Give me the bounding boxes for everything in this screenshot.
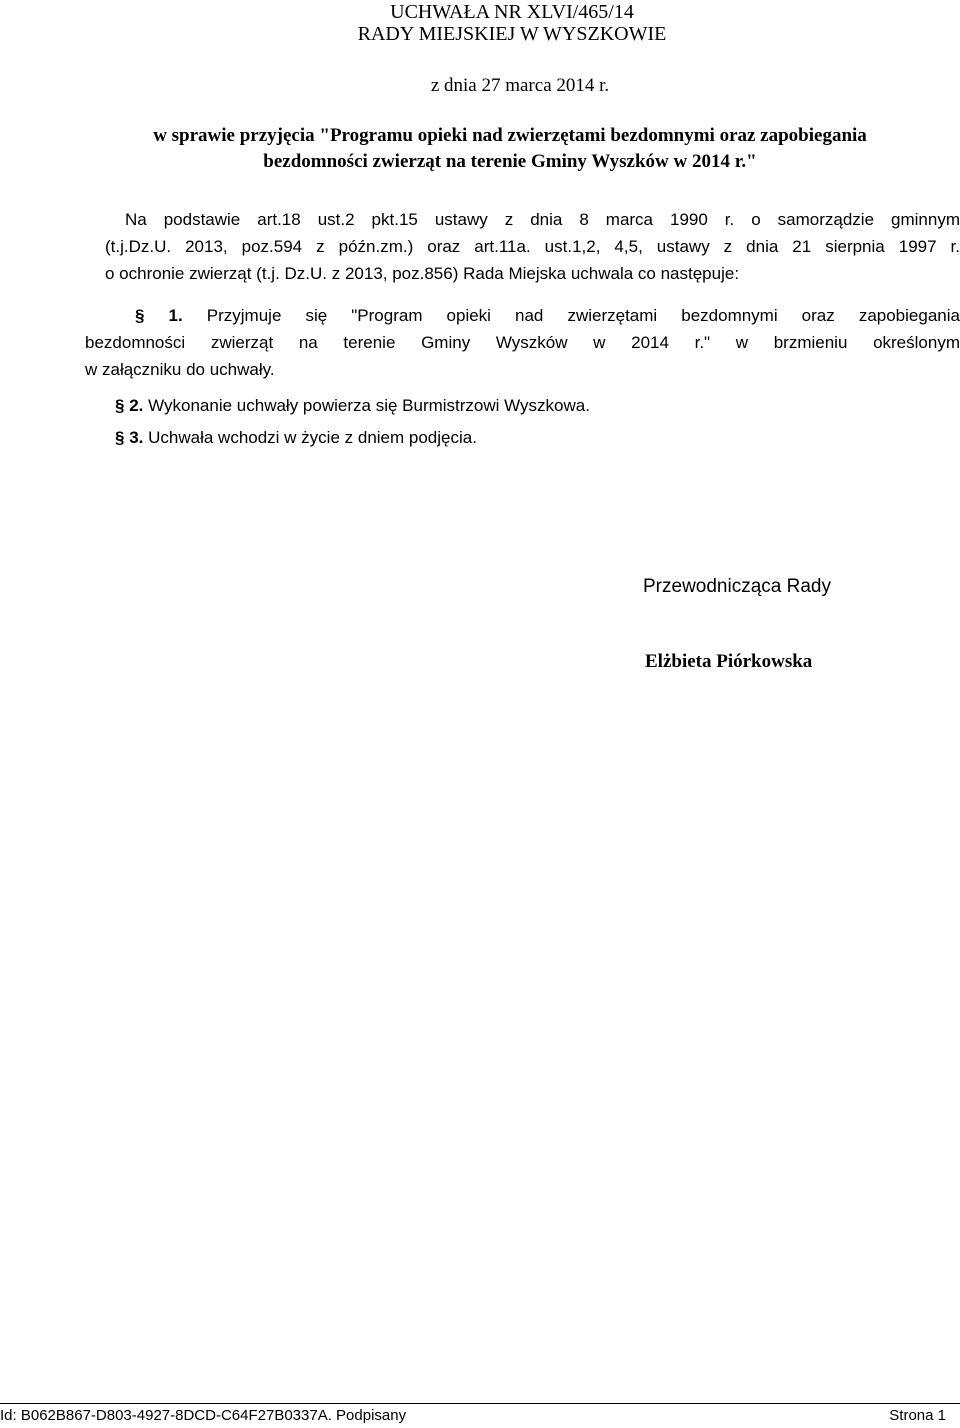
section-2-text: Wykonanie uchwały powierza się Burmistrzowi Wyszkowa. — [148, 396, 590, 415]
resolution-subject — [110, 123, 910, 175]
section-2-symbol: § — [115, 396, 125, 415]
section-1-number — [135, 306, 183, 325]
section-2-paragraph — [115, 392, 955, 419]
section-1-line-1 — [85, 302, 960, 329]
page-number: Strona 1 — [889, 1407, 946, 1424]
section-3-symbol: § — [115, 428, 125, 447]
preamble-line-3: o ochronie zwierząt (t.j. Dz.U. z 2013, poz.856) Rada Miejska uchwala co następuje: — [105, 264, 740, 283]
section-1-symbol: § — [135, 306, 145, 325]
section-1-line-3: w załączniku do uchwały. — [85, 360, 275, 379]
section-1-text-1: Przyjmuje się "Program opieki nad zwierzętami bezdomnymi oraz zapobiegania — [206, 306, 960, 325]
section-1-paragraph — [85, 302, 960, 383]
section-2-number — [115, 396, 143, 415]
section-1-line-2: bezdomności zwierząt na terenie Gminy Wyszków w 2014 r." w brzmieniu określonym — [85, 333, 960, 352]
signature-name: Elżbieta Piórkowska — [645, 651, 813, 672]
resolution-date: z dnia 27 marca 2014 r. — [430, 75, 610, 96]
preamble-paragraph — [85, 206, 960, 287]
subject-line-1: w sprawie przyjęcia "Programu opieki nad zwierzętami bezdomnymi oraz zapobiegania — [153, 125, 867, 146]
resolution-title: UCHWAŁA NR XLVI/465/14 — [390, 1, 634, 23]
subject-line-2: bezdomności zwierząt na terenie Gminy Wyszków w 2014 r." — [263, 151, 757, 172]
council-name: RADY MIEJSKIEJ W WYSZKOWIE — [357, 23, 667, 45]
signature-role: Przewodnicząca Rady — [643, 576, 831, 597]
footer-divider — [0, 1403, 960, 1404]
section-1-num: 1. — [168, 306, 183, 325]
section-3-num: 3. — [129, 428, 144, 447]
document-id: Id: B062B867-D803-4927-8DCD-C64F27B0337A. Podpisany — [0, 1407, 407, 1424]
section-2-num: 2. — [129, 396, 144, 415]
section-3-paragraph — [115, 424, 955, 451]
preamble-line-2: (t.j.Dz.U. 2013, poz.594 z późn.zm.) oraz art.11a. ust.1,2, 4,5, ustawy z dnia 21 sierpnia 1997 r. — [105, 237, 960, 256]
section-3-text: Uchwała wchodzi w życie z dniem podjęcia. — [148, 428, 477, 447]
section-3-number — [115, 428, 143, 447]
preamble-line-1: Na podstawie art.18 ust.2 pkt.15 ustawy z dnia 8 marca 1990 r. o samorządzie gminnym — [125, 210, 960, 229]
